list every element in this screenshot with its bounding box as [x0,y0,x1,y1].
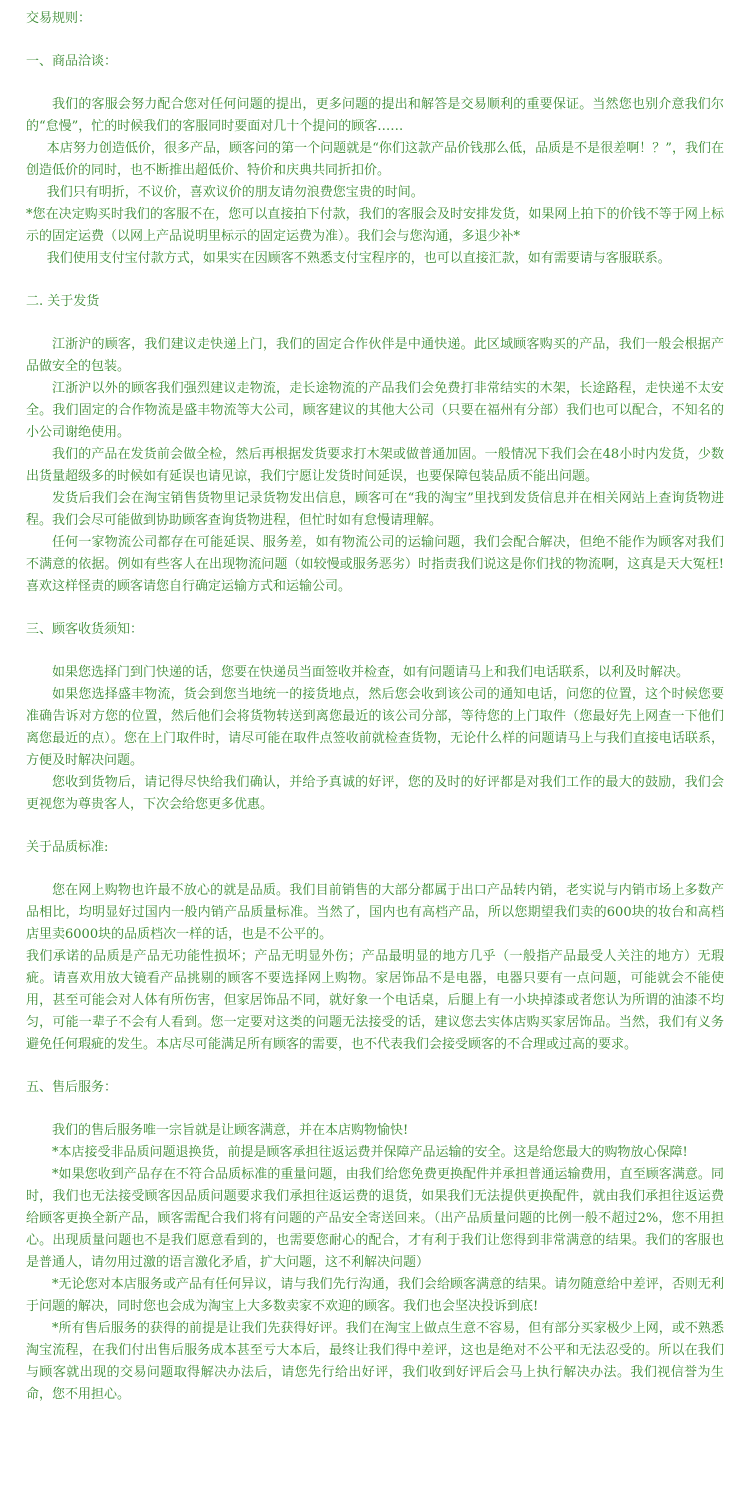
section-body [26,94,724,270]
section-after-sales [26,1077,724,1406]
section-heading: 五、售后服务： [26,1080,118,1095]
section-quality [26,837,724,1056]
paragraph: *您在决定购买时我们的客服不在，您可以直接拍下付款，我们的客服会及时安排发货，如果网上拍下的价钱不等于网上标示的固定运费（以网上产品说明里标示的固定运费为准）。我们会与您沟通，多退少补* [26,207,724,244]
paragraph: 我们的客服会努力配合您对任何问题的提出，更多问题的提出和解答是交易顺利的重要保证。当然您也别介意我们尔的“怠慢”，忙的时候我们的客服同时要面对几十个提问的顾客…… [26,97,724,134]
paragraph: *如果您收到产品存在不符合品质标准的重量问题，由我们给您免费更换配件并承担普通运输费用，直至顾客满意。同时，我们也无法接受顾客因品质问题要求我们承担往返运费的退货，如果我们无法提供更换配件，就由我们承担往返运费给顾客更换全新产品，顾客需配合我们将有问题的产品安全寄送回来。（出产品质量问题的比例一般不超过2%，您不用担心。出现质量问题也不是我们愿意看到的，也需要您耐心的配合，才有利于我们让您得到非常满意的结果。我们的客服也是普通人，请勿用过激的语言激化矛盾，扩大问题，这不利解决问题） [26,1167,724,1270]
paragraph: 我们只有明折，不议价，喜欢议价的朋友请勿浪费您宝贵的时间。 [46,185,424,200]
paragraph: 如果您选择门到门快递的话，您要在快递员当面签收并检查，如有问题请马上和我们电话联系，以利及时解决。 [52,665,690,680]
section-receiving [26,619,724,816]
section-body [26,334,724,598]
paragraph: 江浙沪以外的顾客我们强烈建议走物流，走长途物流的产品我们会免费打非常结实的木架，长途路程，走快递不太安全。我们固定的合作物流是盛丰物流等大公司，顾客建议的其他大公司（只要在福州有分部）我们也可以配合，不知名的小公司谢绝使用。 [26,381,724,440]
section-heading: 关于品质标准: [26,840,109,855]
document-title: 交易规则： [26,11,92,26]
section-heading: 三、顾客收货须知： [26,622,144,637]
section-shipping [26,291,724,598]
paragraph: 发货后我们会在淘宝销售货物里记录货物发出信息，顾客可在“我的淘宝”里找到发货信息并在相关网站上查询货物进程。我们会尽可能做到协助顾客查询货物进程，但忙时如有怠慢请理解。 [26,491,724,528]
paragraph: 任何一家物流公司都存在可能延误、服务差，如有物流公司的运输问题，我们会配合解决，但绝不能作为顾客对我们不满意的依据。例如有些客人在出现物流问题（如较慢或服务恶劣）时指责我们说这是你们找的物流啊，这真是天大冤枉!喜欢这样怪责的顾客请您自行确定运输方式和运输公司。 [26,535,724,594]
paragraph: 我们承诺的品质是产品无功能性损坏；产品无明显外伤；产品最明显的地方几乎（一般指产品最受人关注的地方）无瑕疵。请喜欢用放大镜看产品挑剔的顾客不要选择网上购物。家居饰品不是电器，电器只要有一点问题，可能就会不能使用，甚至可能会对人体有所伤害，但家居饰品不同，就好象一个电话桌，后腿上有一小块掉漆或者您认为所谓的油漆不均匀，可能一辈子不会有人看到。您一定要对这类的问题无法接受的话，建议您去实体店购买家居饰品。当然，我们有义务避免任何瑕疵的发生。本店尽可能满足所有顾客的需要，也不代表我们会接受顾客的不合理或过高的要求。 [26,949,724,1052]
paragraph: 您收到货物后，请记得尽快给我们确认，并给予真诚的好评，您的及时的好评都是对我们工作的最大的鼓励，我们会更视您为尊贵客人，下次会给您更多优惠。 [26,775,724,812]
paragraph: 如果您选择盛丰物流，货会到您当地统一的接货地点，然后您会收到该公司的通知电话，问您的位置，这个时候您要准确告诉对方您的位置，然后他们会将货物转送到离您最近的该公司分部，等待您的上门取件（您最好先上网查一下他们离您最近的点）。您在上门取件时，请尽可能在取件点签收前就检查货物，无论什么样的问题请马上与我们直接电话联系，方便及时解决问题。 [26,687,724,768]
section-heading: 一、商品洽谈： [26,54,118,69]
paragraph: 我们的产品在发货前会做全检，然后再根据发货要求打木架或做普通加固。一般情况下我们会在48小时内发货，少数出货量超级多的时候如有延误也请见谅，我们宁愿让发货时间延误，也要保障包装品质不能出问题。 [26,447,724,484]
paragraph: 本店努力创造低价，很多产品，顾客问的第一个问题就是“你们这款产品价钱那么低，品质是不是很差啊！？”，我们在创造低价的同时，也不断推出超低价、特价和庆典共同折扣价。 [26,141,724,178]
section-body [26,880,724,1056]
paragraph: 江浙沪的顾客，我们建议走快递上门，我们的固定合作伙伴是中通快递。此区域顾客购买的产品，我们一般会根据产品做安全的包装。 [26,337,724,374]
paragraph: 我们使用支付宝付款方式，如果实在因顾客不熟悉支付宝程序的，也可以直接汇款，如有需要请与客服联系。 [46,251,671,266]
paragraph: 我们的售后服务唯一宗旨就是让顾客满意，并在本店购物愉快! [52,1123,409,1138]
section-negotiation [26,51,724,270]
section-body [26,662,724,816]
section-heading: 二. 关于发货 [26,294,100,309]
paragraph: 您在网上购物也许最不放心的就是品质。我们目前销售的大部分都属于出口产品转内销，老实说与内销市场上多数产品相比，均明显好过国内一般内销产品质量标准。当然了，国内也有高档产品，所以您期望我们卖的600块的妆台和高档店里卖6000块的品质档次一样的话，也是不公平的。 [26,883,724,942]
paragraph: *无论您对本店服务或产品有任何异议，请与我们先行沟通，我们会给顾客满意的结果。请勿随意给中差评，否则无利于问题的解决，同时您也会成为淘宝上大多数卖家不欢迎的顾客。我们也会坚决投诉到底! [26,1277,724,1314]
paragraph: *所有售后服务的获得的前提是让我们先获得好评。我们在淘宝上做点生意不容易，但有部分买家极少上网，或不熟悉淘宝流程，在我们付出售后服务成本甚至亏大本后，最终让我们得中差评，这也是绝对不公平和无法忍受的。所以在我们与顾客就出现的交易问题取得解决办法后，请您先行给出好评，我们收到好评后会马上执行解决办法。我们视信誉为生命，您不用担心。 [26,1321,724,1402]
paragraph: *本店接受非品质问题退换货，前提是顾客承担往返运费并保障产品运输的安全。这是给您最大的购物放心保障! [52,1145,688,1160]
section-body [26,1120,724,1406]
